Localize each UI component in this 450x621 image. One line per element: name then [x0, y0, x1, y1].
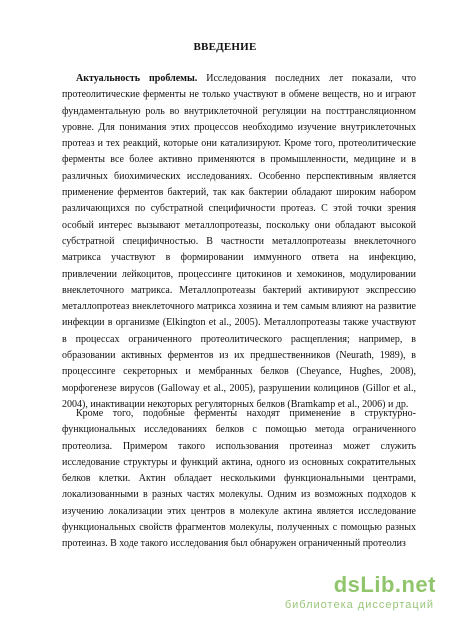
paragraph-lead: Актуальность проблемы.	[76, 73, 198, 84]
watermark-subtitle: библиотека диссертаций	[284, 599, 434, 611]
section-title: ВВЕДЕНИЕ	[193, 41, 257, 53]
watermark-logo: dsLib.net	[333, 572, 436, 597]
paragraph-proteolysis: Кроме того, подобные ферменты находят применение в структурно-функциональных исследованиях белков с помощью метода ограниченного протеолиза. Примером такого использования протеиназ может служить исследование структуры и функций актина, одного из основных сократительных белков клетки. Актин обладает несколькими функциональными центрами, локализованными в разных частях молекулы. Одним из возможных подходов к изучению локализации этих центров в молекуле актина является исследование функциональных свойств фрагментов молекулы, полученных с помощью разных протеиназ. В ходе такого исследования был обнаружен ограниченный протеолиз	[62, 408, 416, 550]
watermark	[266, 572, 436, 616]
paragraph-relevance	[62, 71, 416, 413]
paragraph-body: Исследования последних лет показали, что протеолитические ферменты не только участвуют в обмене веществ, но и играют фундаментальную роль во внутриклеточной регуляции на посттрансляционном уровне. Для понимания этих процессов необходимо изучение внутриклеточных протеаз и тех реакций, которые они катализируют. Кроме того, протеолитические ферменты все более активно применяются в промышленности, медицине и в различных биохимических исследованиях. Особенно перспективным является применение ферментов бактерий, так как бактерии обладают широким набором различающихся по субстратной специфичности протеаз. С этой точки зрения особый интерес вызывают металлопротеазы, поскольку они обладают высокой субстратной специфичностью. В частности металлопротеазы внеклеточного матрикса участвуют в формировании иммунного ответа на инфекцию, привлечении лейкоцитов, процессинге цитокинов и хемокинов, модулировании внеклеточного матрикса. Металлопротеазы бактерий активируют экспрессию металлопротеаз внеклеточного матрикса хозяина и тем самым влияют на развитие инфекции в организме (Elkington et al., 2005). Металлопротеазы также участвуют в процессах ограниченного протеолитического расщепления; например, в образовании активных ферментов из их предшественников (Neurath, 1989), в процессинге секреторных и мембранных белков (Cheyance, Hughes, 2008), морфогенезе вирусов (Galloway et al., 2005), разрушении колицинов (Gillor et al., 2004), инактивации некоторых регуляторных белков (Bramkamp et al., 2006) и др.	[62, 73, 416, 410]
